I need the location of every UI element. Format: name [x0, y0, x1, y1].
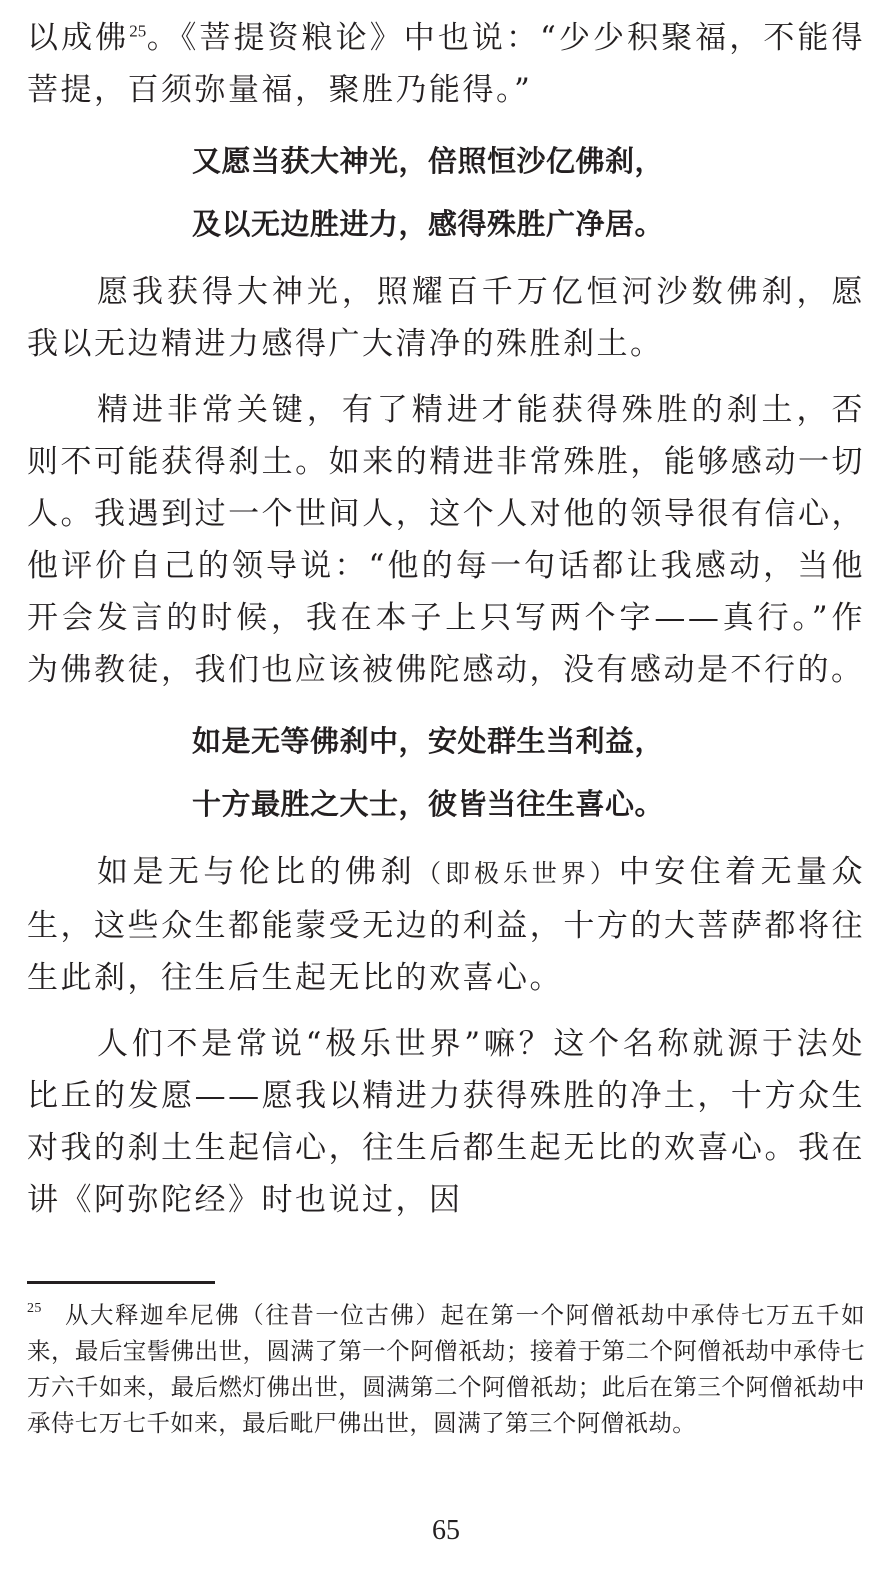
paragraph-1 [27, 12, 865, 116]
paragraph-4-rest: 中安住着无量众生，这些众生都能蒙受无边的利益，十方的大菩萨都将往生此刹，往生后生起无比的欢喜心。 [27, 854, 866, 996]
paragraph-4-parenthetical: （即极乐世界） [416, 859, 619, 888]
paragraph-5: 人们不是常说“极乐世界”嘛？这个名称就源于法处比丘的发愿——愿我以精进力获得殊胜的净土，十方众生对我的刹土生起信心，往生后都生起无比的欢喜心。我在讲《阿弥陀经》时也说过，因 [27, 1026, 865, 1218]
page-number: 65 [432, 1515, 460, 1546]
paragraph-2: 愿我获得大神光，照耀百千万亿恒河沙数佛刹，愿我以无边精进力感得广大清净的殊胜刹土。 [27, 274, 865, 362]
paragraph-1-start: 以成佛 [27, 20, 130, 56]
verse-1-line-2: 及以无边胜进力，感得殊胜广净居。 [192, 207, 665, 241]
paragraph-3: 精进非常关键，有了精进才能获得殊胜的刹土，否则不可能获得刹土。如来的精进非常殊胜，能够感动一切人。我遇到过一个世间人，这个人对他的领导很有信心，他评价自己的领导说：“他的每一句话都让我感动，当他开会发言的时候，我在本子上只写两个字——真行。”作为佛教徒，我们也应该被佛陀感动，没有感动是不行的。 [27, 392, 865, 688]
paragraph-4 [27, 846, 865, 1004]
paragraph-1-rest: 。《菩提资粮论》中也说：“少少积聚福，不能得菩提，百须弥量福，聚胜乃能得。” [27, 20, 865, 108]
main-text [27, 12, 865, 1240]
verse-2-line-2: 十方最胜之大士，彼皆当往生喜心。 [192, 787, 665, 821]
footnote [27, 1297, 865, 1441]
footnote-text: 从大释迦牟尼佛（往昔一位古佛）起在第一个阿僧祇劫中承侍七万五千如来，最后宝髻佛出世，圆满了第一个阿僧祇劫；接着于第二个阿僧祇劫中承侍七万六千如来，最后燃灯佛出世，圆满第二个阿僧祇劫；此后在第三个阿僧祇劫中承侍七万七千如来，最后毗尸佛出世，圆满了第三个阿僧祇劫。 [27, 1301, 865, 1437]
verse-1-line-1: 又愿当获大神光，倍照恒沙亿佛刹， [192, 144, 665, 178]
paragraph-4-start: 如是无与伦比的佛刹 [97, 854, 417, 890]
verse-2-line-1: 如是无等佛刹中，安处群生当利益， [192, 724, 665, 758]
footnote-reference[interactable]: 25 [129, 21, 147, 41]
footnote-number: 25 [27, 1301, 42, 1316]
book-page [27, 0, 865, 1588]
footnote-divider [27, 1281, 215, 1284]
